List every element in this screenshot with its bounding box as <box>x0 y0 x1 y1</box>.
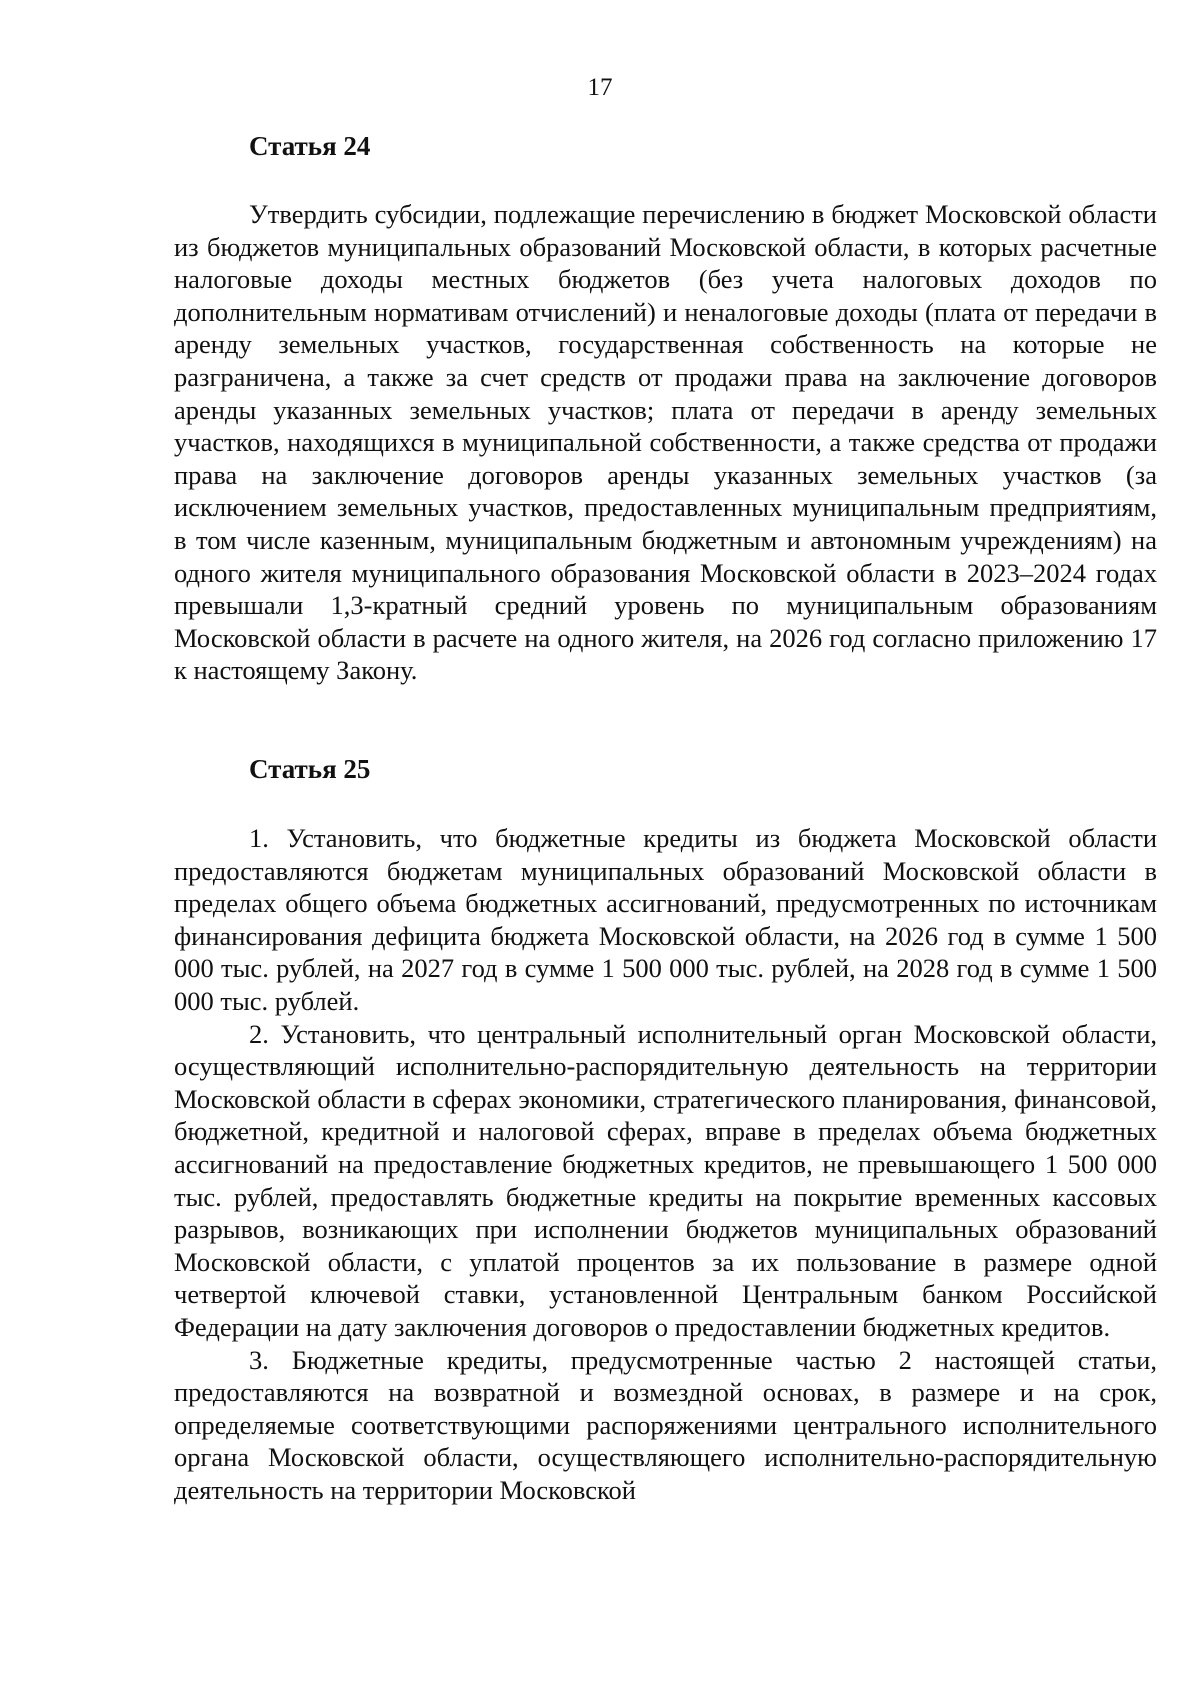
article-24-body <box>174 198 1157 687</box>
page-number: 17 <box>587 74 613 101</box>
article-25-paragraph-3: 3. Бюджетные кредиты, предусмотренные частью 2 настоящей статьи, предоставляются на возвратной и возмездной основах, в размере и на срок, определяемые соответствующими распоряжениями центрального исполнительного органа Московской области, осуществляющего исполнительно-распорядительную деятельность на территории Московской <box>174 1344 1157 1505</box>
article-24-heading: Статья 24 <box>249 131 371 161</box>
article-25-paragraph-1: 1. Установить, что бюджетные кредиты из бюджета Московской области предоставляются бюджетам муниципальных образований Московской области в пределах общего объема бюджетных ассигнований, предусмотренных по источникам финансирования дефицита бюджета Московской области, на 2026 год в сумме 1 500 000 тыс. рублей, на 2027 год в сумме 1 500 000 тыс. рублей, на 2028 год в сумме 1 500 000 тыс. рублей. <box>174 823 1157 1016</box>
article-25-heading: Статья 25 <box>249 754 371 784</box>
article-24-paragraph: Утвердить субсидии, подлежащие перечислению в бюджет Московской области из бюджетов муниципальных образований Московской области, в которых расчетные налоговые доходы местных бюджетов (без учета налоговых доходов по дополнительным нормативам отчислений) и неналоговые доходы (плата от передачи в аренду земельных участков, государственная собственность на которые не разграничена, а также за счет средств от продажи права на заключение договоров аренды указанных земельных участков; плата от передачи в аренду земельных участков, находящихся в муниципальной собственности, а также средства от продажи права на заключение договоров аренды указанных земельных участков (за исключением земельных участков, предоставленных муниципальным предприятиям, в том числе казенным, муниципальным бюджетным и автономным учреждениям) на одного жителя муниципального образования Московской области в 2023–2024 годах превышали 1,3-кратный средний уровень по муниципальным образованиям Московской области в расчете на одного жителя, на 2026 год согласно приложению 17 к настоящему Закону. <box>174 199 1157 686</box>
article-25-paragraph-2: 2. Установить, что центральный исполнительный орган Московской области, осуществляющий исполнительно-распорядительную деятельность на территории Московской области в сферах экономики, стратегического планирования, финансовой, бюджетной, кредитной и налоговой сферах, вправе в пределах объема бюджетных ассигнований на предоставление бюджетных кредитов, не превышающего 1 500 000 тыс. рублей, предоставлять бюджетные кредиты на покрытие временных кассовых разрывов, возникающих при исполнении бюджетов муниципальных образований Московской области, с уплатой процентов за их пользование в размере одной четвертой ключевой ставки, установленной Центральным банком Российской Федерации на дату заключения договоров о предоставлении бюджетных кредитов. <box>174 1018 1157 1342</box>
article-25-body <box>174 822 1157 1506</box>
